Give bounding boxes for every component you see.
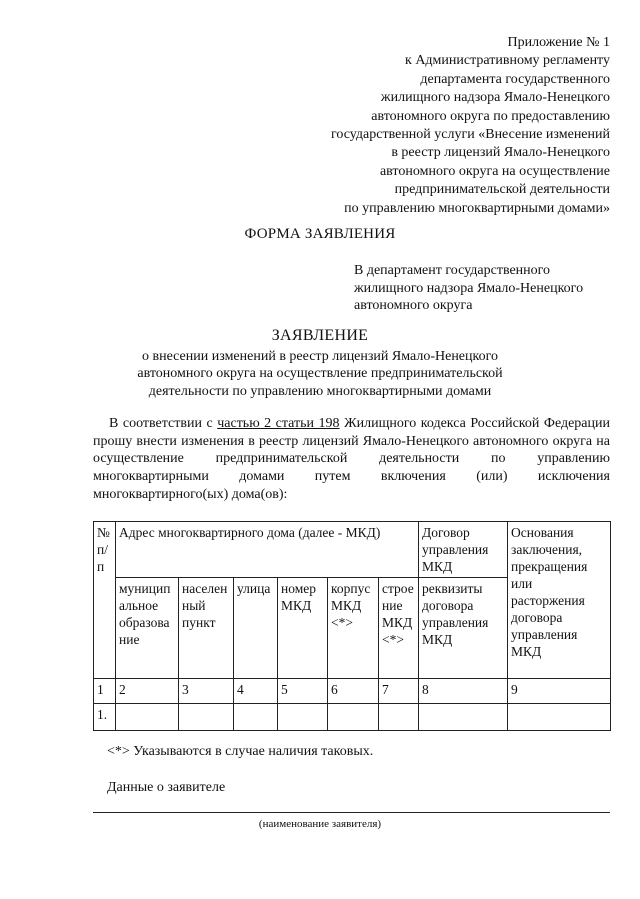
- appendix-line: по управлению многоквартирными домами»: [344, 200, 610, 216]
- applicant-label: Данные о заявителе: [107, 780, 226, 795]
- statement-title: ЗАЯВЛЕНИЕ: [271, 327, 369, 344]
- statement-subtitle: [0, 348, 640, 400]
- subheader-requisites: реквизиты договора управления МКД: [419, 578, 508, 679]
- cell-structure[interactable]: [379, 704, 419, 731]
- column-number: 8: [419, 679, 508, 704]
- addressee-line: автономного округа: [354, 298, 473, 314]
- header-contract: Договор управления МКД: [419, 522, 508, 578]
- appendix-line: к Административному регламенту: [405, 53, 610, 69]
- appendix-line: государственной услуги «Внесение изменений: [331, 127, 610, 143]
- subtitle-line: о внесении изменений в реестр лицензий Ямало-Ненецкого: [142, 349, 498, 364]
- cell-municipality[interactable]: [116, 704, 179, 731]
- body-text-part2: Жилищного кодекса Российской Федерации прошу внести изменения в реестр лицензий Ямало-Ненецкого автономного округа на осуществление предпринимательской деятельности по управлению многоквартирными домами путем включения (или) исключения многоквартирного(ых) дома(ов):: [93, 416, 611, 502]
- column-number: 9: [508, 679, 611, 704]
- body-paragraph: [93, 415, 610, 504]
- appendix-line: Приложение № 1: [507, 35, 610, 50]
- cell-house[interactable]: [278, 704, 328, 731]
- applicant-name-caption: (наименование заявителя): [258, 818, 382, 830]
- column-number: 4: [234, 679, 278, 704]
- appendix-line: в реестр лицензий Ямало-Ненецкого: [391, 145, 610, 161]
- subheader-building: корпус МКД <*>: [328, 578, 379, 679]
- subtitle-line: автономного округа на осуществление предпринимательской: [137, 366, 503, 382]
- cell-building[interactable]: [328, 704, 379, 731]
- column-number: 5: [278, 679, 328, 704]
- addressee-line: жилищного надзора Ямало-Ненецкого: [354, 280, 584, 296]
- applicant-name-line[interactable]: [93, 812, 610, 813]
- table-row: [94, 704, 611, 731]
- column-number: 1: [94, 679, 116, 704]
- appendix-header: [280, 34, 610, 218]
- subheader-locality: населенный пункт: [179, 578, 234, 679]
- subtitle-line: деятельности по управлению многоквартирными домами: [148, 383, 492, 399]
- column-number: 7: [379, 679, 419, 704]
- header-number: № п/п: [94, 522, 116, 679]
- appendix-line: автономного округа по предоставлению: [371, 108, 610, 124]
- header-address: Адрес многоквартирного дома (далее - МКД): [116, 522, 419, 578]
- column-number-row: [94, 679, 611, 704]
- body-text-part1: В соответствии с: [109, 416, 218, 431]
- column-number: 6: [328, 679, 379, 704]
- row-number: 1.: [94, 704, 116, 731]
- cell-street[interactable]: [234, 704, 278, 731]
- column-number: 3: [179, 679, 234, 704]
- cell-locality[interactable]: [179, 704, 234, 731]
- subheader-street: улица: [234, 578, 278, 679]
- appendix-line: департамента государственного: [420, 71, 610, 87]
- header-grounds: Основания заключения, прекращения или расторжения договора управления МКД: [508, 522, 611, 679]
- form-title: ФОРМА ЗАЯВЛЕНИЯ: [244, 226, 396, 242]
- column-number: 2: [116, 679, 179, 704]
- subheader-house: номер МКД: [278, 578, 328, 679]
- cell-grounds[interactable]: [508, 704, 611, 731]
- appendix-line: предпринимательской деятельности: [394, 182, 610, 198]
- addressee-line: В департамент государственного: [354, 263, 551, 278]
- appendix-line: автономного округа на осуществление: [379, 163, 610, 179]
- appendix-line: жилищного надзора Ямало-Ненецкого: [380, 90, 610, 106]
- law-reference-link[interactable]: частью 2 статьи 198: [217, 416, 340, 431]
- addressee-block: [354, 262, 583, 315]
- houses-table: [93, 521, 611, 731]
- subheader-municipality: муниципальное образование: [116, 578, 179, 679]
- subheader-structure: строение МКД <*>: [379, 578, 419, 679]
- footnote: <*> Указываются в случае наличия таковых.: [107, 744, 374, 759]
- table-header-row: [94, 522, 611, 578]
- cell-requisites[interactable]: [419, 704, 508, 731]
